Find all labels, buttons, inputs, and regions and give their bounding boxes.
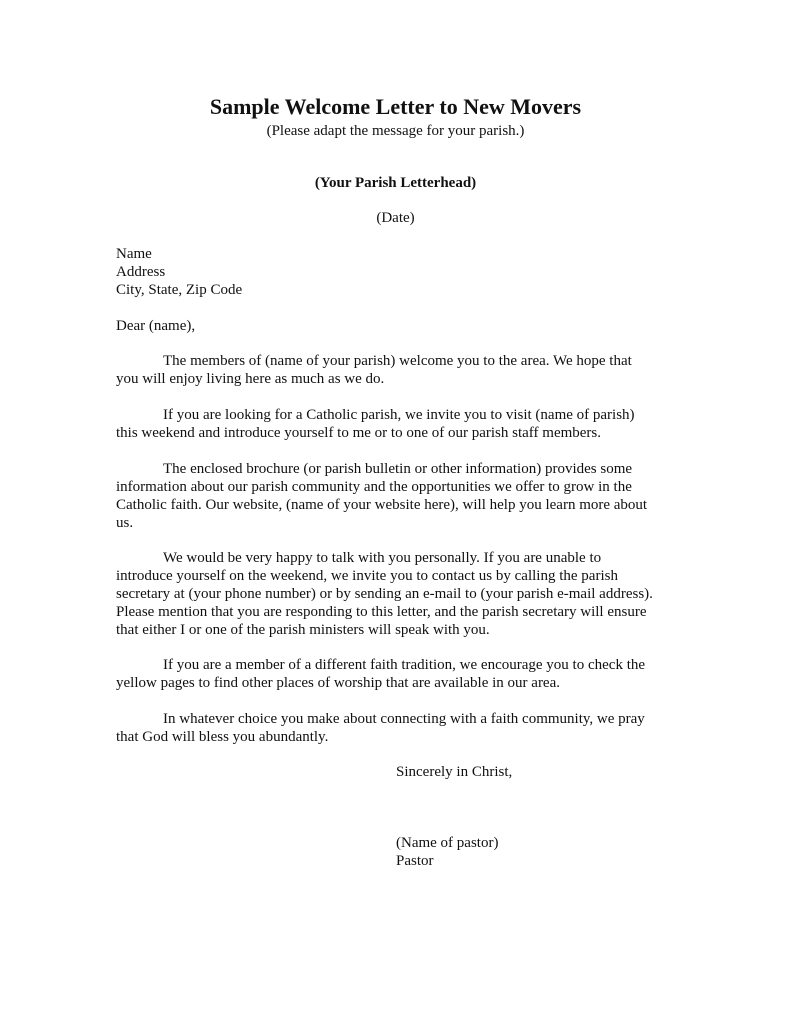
- paragraph-4-line-4: Please mention that you are responding to this letter, and the parish secretary will ensure: [116, 604, 647, 620]
- paragraph-6-line-2: that God will bless you abundantly.: [116, 729, 329, 745]
- paragraph-4-line-3: secretary at (your phone number) or by sending an e-mail to (your parish e-mail address).: [116, 586, 653, 602]
- paragraph-1-line-2: you will enjoy living here as much as we do.: [116, 371, 385, 387]
- paragraph-2-line-2: this weekend and introduce yourself to me or to one of our parish staff members.: [116, 425, 602, 441]
- paragraph-1-line-1: The members of (name of your parish) welcome you to the area. We hope that: [163, 353, 632, 369]
- paragraph-2-line-1: If you are looking for a Catholic parish, we invite you to visit (name of parish): [163, 407, 635, 423]
- letterhead-placeholder: (Your Parish Letterhead): [314, 175, 477, 191]
- recipient-city-state-zip: City, State, Zip Code: [116, 282, 243, 298]
- recipient-address: Address: [116, 264, 166, 280]
- recipient-name: Name: [116, 246, 152, 262]
- date-placeholder: (Date): [376, 210, 415, 226]
- paragraph-5-line-1: If you are a member of a different faith tradition, we encourage you to check the: [163, 657, 646, 673]
- signer-name: (Name of pastor): [396, 835, 499, 851]
- signer-title: Pastor: [396, 853, 434, 869]
- paragraph-4-line-1: We would be very happy to talk with you personally. If you are unable to: [163, 550, 602, 566]
- paragraph-3-line-2: information about our parish community and the opportunities we offer to grow in the: [116, 479, 632, 495]
- paragraph-3-line-1: The enclosed brochure (or parish bulletin or other information) provides some: [163, 461, 633, 477]
- letter-title: Sample Welcome Letter to New Movers: [209, 94, 582, 119]
- letter-subtitle: (Please adapt the message for your parish.): [266, 123, 525, 139]
- salutation: Dear (name),: [116, 318, 196, 334]
- valediction: Sincerely in Christ,: [396, 764, 513, 780]
- paragraph-4-line-2: introduce yourself on the weekend, we invite you to contact us by calling the parish: [116, 568, 618, 584]
- paragraph-4-line-5: that either I or one of the parish ministers will speak with you.: [116, 622, 490, 638]
- paragraph-5-line-2: yellow pages to find other places of worship that are available in our area.: [116, 675, 561, 691]
- paragraph-3-line-4: us.: [116, 515, 134, 531]
- paragraph-3-line-3: Catholic faith. Our website, (name of your website here), will help you learn more about: [116, 497, 648, 513]
- paragraph-6-line-1: In whatever choice you make about connecting with a faith community, we pray: [163, 711, 645, 727]
